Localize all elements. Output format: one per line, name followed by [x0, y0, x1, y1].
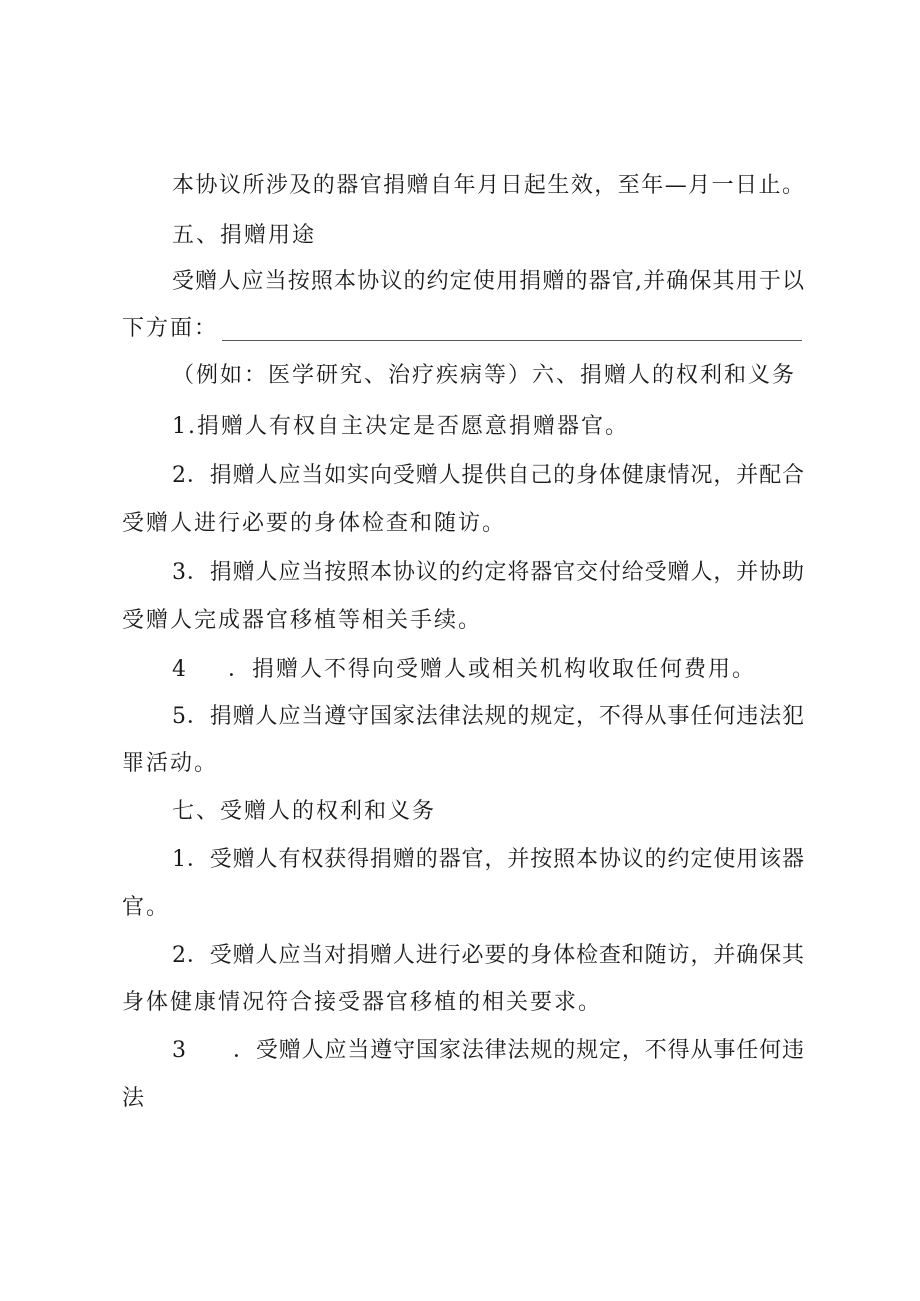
donor-duty-item-5-line-2: 罪活动。 [122, 751, 219, 776]
donor-duty-item-3-line-2: 受赠人完成器官移植等相关手续。 [122, 608, 483, 633]
section-7-heading: 七、受赠人的权利和义务 [172, 799, 437, 824]
usage-example-and-section-6-heading: （例如：医学研究、治疗疾病等）六、捐赠人的权利和义务 [172, 363, 797, 388]
usage-paragraph-line-1: 受赠人应当按照本协议的约定使用捐赠的器官,并确保其用于以 [172, 269, 806, 294]
donor-duty-item-4-text: ．捐赠人不得向受赠人或相关机构收取任何费用。 [228, 657, 757, 682]
section-5-heading: 五、捐赠用途 [172, 223, 317, 248]
recipient-right-item-1-line-2: 官。 [122, 895, 171, 920]
fill-in-blank-line [222, 340, 802, 341]
effective-date-clause: 本协议所涉及的器官捐赠自年月日起生效，至年—月一日止。 [172, 173, 806, 198]
recipient-duty-item-3-text: ．受赠人应当遵守国家法律法规的规定，不得从事任何违 [233, 1038, 805, 1063]
donor-duty-item-2-line-2: 受赠人进行必要的身体检查和随访。 [122, 511, 507, 536]
usage-paragraph-line-2: 下方面： [122, 316, 219, 341]
donor-duty-item-2-line-1: 2．捐赠人应当如实向受赠人提供自己的身体健康情况，并配合 [172, 463, 805, 488]
donor-duty-item-4-number: 4 [172, 657, 188, 682]
recipient-right-item-1-line-1: 1．受赠人有权获得捐赠的器官，并按照本协议的约定使用该器 [172, 847, 805, 872]
recipient-duty-item-3-number: 3 [172, 1038, 188, 1063]
recipient-duty-item-3-line-2: 法 [122, 1086, 147, 1111]
recipient-duty-item-2-line-1: 2．受赠人应当对捐赠人进行必要的身体检查和随访，并确保其 [172, 943, 805, 968]
recipient-duty-item-2-line-2: 身体健康情况符合接受器官移植的相关要求。 [122, 990, 603, 1015]
donor-duty-item-3-line-1: 3．捐赠人应当按照本协议的约定将器官交付给受赠人，并协助 [172, 560, 805, 585]
donor-right-item-1: 1.捐赠人有权自主决定是否愿意捐赠器官。 [172, 414, 629, 439]
donor-duty-item-5-line-1: 5．捐赠人应当遵守国家法律法规的规定，不得从事任何违法犯 [172, 704, 805, 729]
